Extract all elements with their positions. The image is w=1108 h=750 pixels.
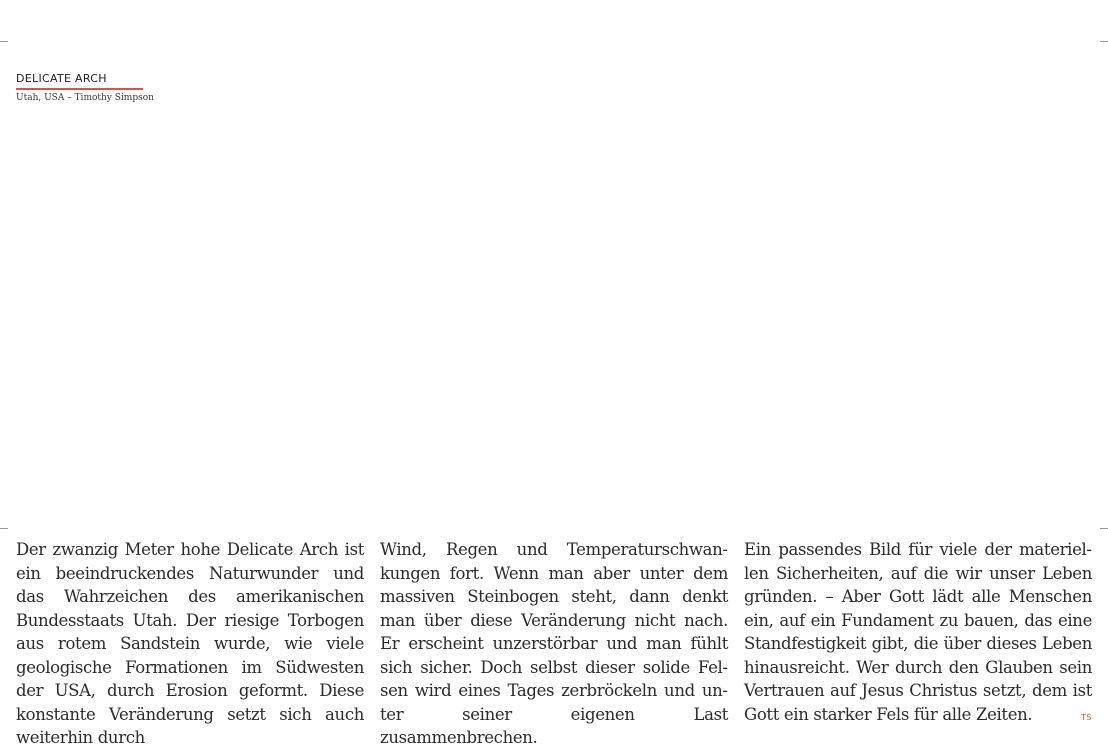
- photo-caption: [16, 72, 154, 103]
- caption-title: DELICATE ARCH: [16, 72, 143, 90]
- crop-mark-top-left: [0, 41, 8, 42]
- author-initials: TS: [1081, 713, 1092, 722]
- crop-mark-top-right: [1100, 41, 1108, 42]
- article-body: [16, 538, 1092, 750]
- text-column-2: Wind, Regen und Temperaturschwankungen fort. Wenn man aber unter dem massiven Steinbogen steht, dann denkt man über diese Veränderung nicht nach. Er erscheint unzerstörbar und man fühlt sich sicher. Doch selbst dieser solide Felsen wird eines Tages zerbröckeln und unter seiner eigenen Last zusammenbrechen.: [380, 540, 728, 747]
- text-column-1: Der zwanzig Meter hohe Delicate Arch ist ein beeindruckendes Naturwunder und das Wahrzeichen des amerikanischen Bundesstaats Utah. Der riesige Torbogen aus rotem Sandstein wurde, wie viele geologische Formationen im Südwesten der USA, durch Erosion geformt. Diese konstante Veränderung setzt sich auch weiterhin durch: [16, 540, 364, 747]
- text-column-3: Ein passendes Bild für viele der materiellen Sicherheiten, auf die wir unser Leben gründen. – Aber Gott lädt alle Menschen ein, auf ein Fundament zu bauen, das eine Standfestigkeit gibt, die über dieses Leben hinausreicht. Wer durch den Glauben sein Vertrauen auf Jesus Christus setzt, dem ist Gott ein starker Fels für alle Zeiten.: [744, 540, 1092, 724]
- crop-mark-mid-left: [0, 528, 8, 529]
- crop-mark-mid-right: [1100, 528, 1108, 529]
- photo-area: [0, 110, 1108, 525]
- caption-subtitle: Utah, USA – Timothy Simpson: [16, 93, 154, 103]
